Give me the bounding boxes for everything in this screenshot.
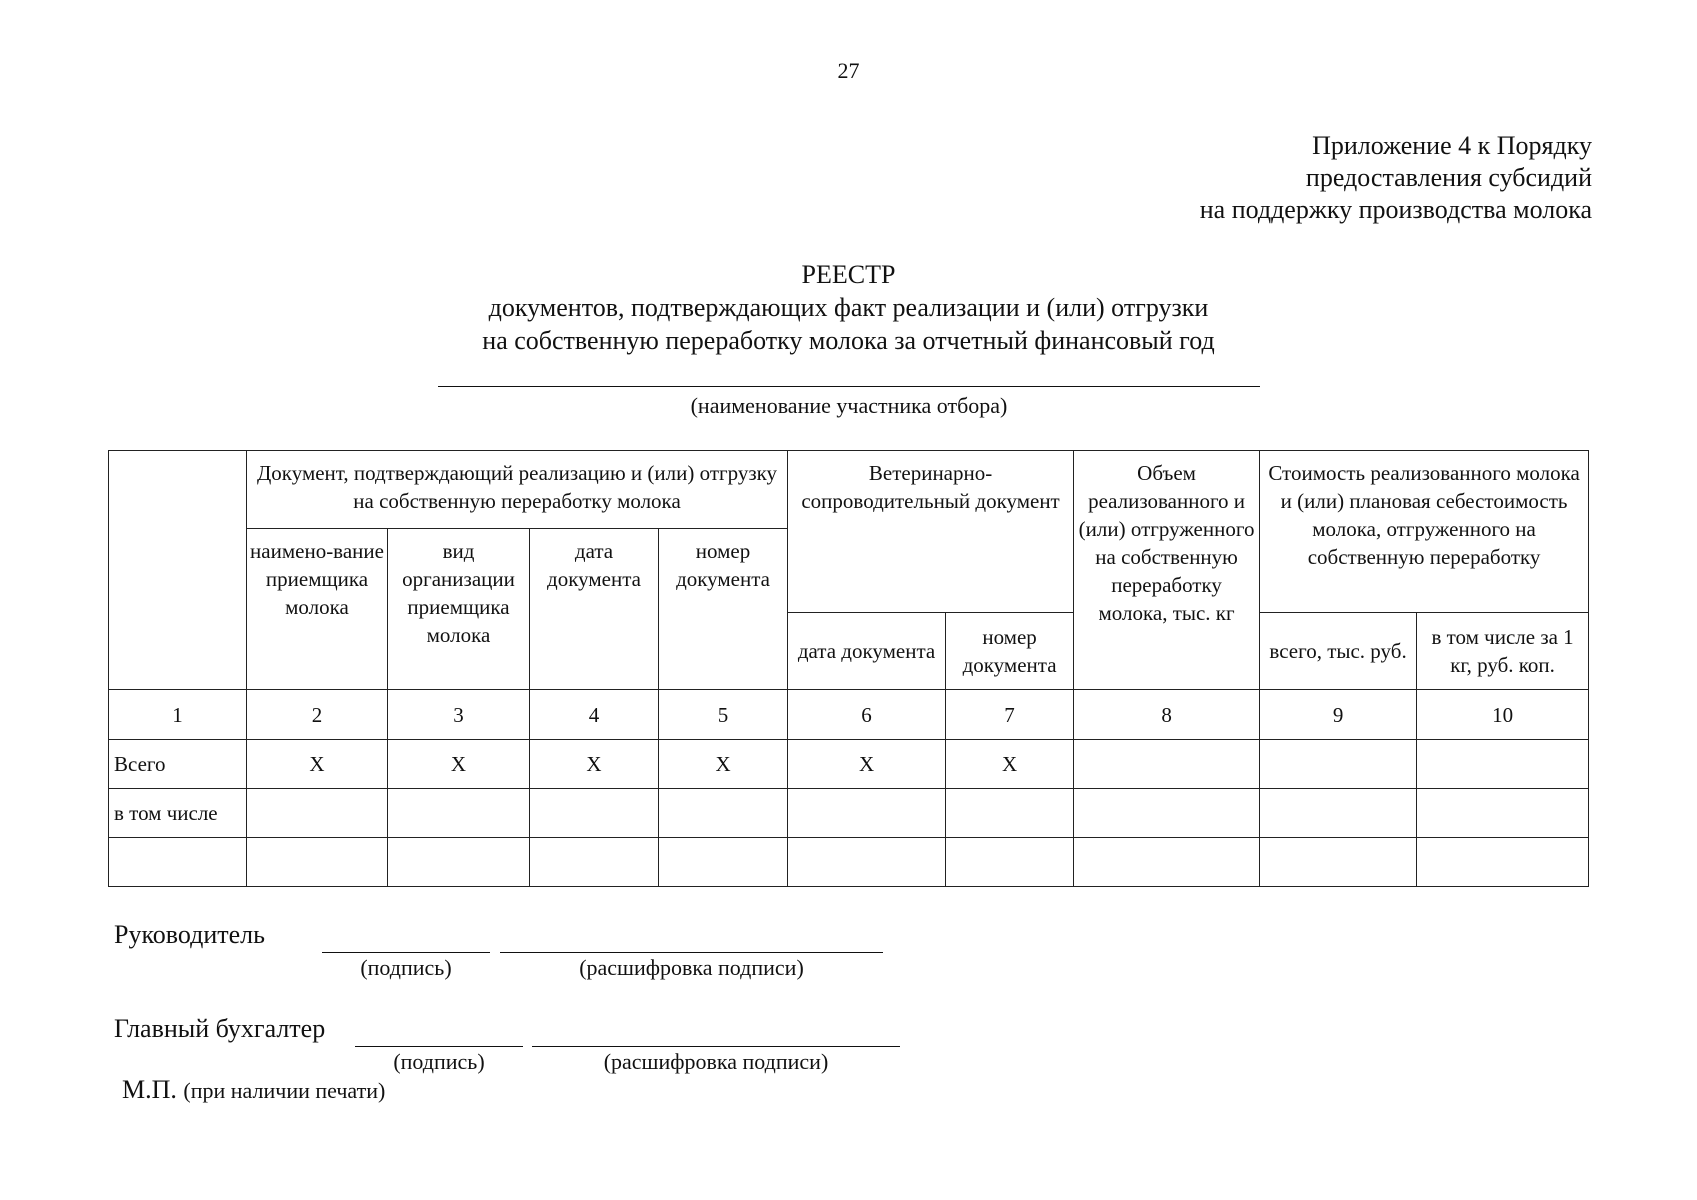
column-number: 7: [946, 690, 1074, 740]
column-number: 1: [109, 690, 247, 740]
table-cell[interactable]: [1074, 838, 1260, 887]
table-cell[interactable]: [1260, 789, 1417, 838]
header-cost-total: всего, тыс. руб.: [1260, 613, 1417, 690]
column-number-row: [109, 690, 1589, 740]
head-label: Руководитель: [114, 920, 265, 949]
accountant-decoding-caption: (расшифровка подписи): [603, 1049, 829, 1074]
table-row-including: [109, 789, 1589, 838]
head-decoding-caption: (расшифровка подписи): [579, 955, 804, 980]
table-cell[interactable]: [1417, 838, 1589, 887]
row-total-label: Всего: [109, 740, 247, 789]
table-cell[interactable]: [247, 789, 388, 838]
page-number: 27: [837, 58, 860, 83]
stamp-label: М.П.: [122, 1075, 177, 1104]
accountant-signature-line[interactable]: [355, 1046, 523, 1047]
appendix-line-1: Приложение 4 к Порядку: [1312, 131, 1592, 160]
not-applicable-mark: X: [530, 740, 659, 789]
table-cell[interactable]: [1074, 740, 1260, 789]
not-applicable-mark: X: [659, 740, 788, 789]
table-cell[interactable]: [1417, 789, 1589, 838]
accountant-decoding-line[interactable]: [532, 1046, 900, 1047]
header-cost-per-kg: в том числе за 1 кг, руб. коп.: [1417, 613, 1589, 690]
column-number: 9: [1260, 690, 1417, 740]
table-cell[interactable]: [247, 838, 388, 887]
not-applicable-mark: X: [788, 740, 946, 789]
table-cell[interactable]: [388, 838, 530, 887]
appendix-reference: [1200, 130, 1592, 226]
table-cell[interactable]: [946, 838, 1074, 887]
table-cell[interactable]: [946, 789, 1074, 838]
title-line-1: документов, подтверждающих факт реализации и (или) отгрузки: [488, 293, 1209, 322]
column-number: 3: [388, 690, 530, 740]
head-signature-caption: (подпись): [360, 955, 452, 980]
table-cell[interactable]: [1260, 740, 1417, 789]
table-row-total: [109, 740, 1589, 789]
participant-caption: (наименование участника отбора): [690, 393, 1008, 418]
column-number: 6: [788, 690, 946, 740]
header-vet-date: дата документа: [788, 613, 946, 690]
header-doc-date: дата документа: [530, 529, 659, 690]
not-applicable-mark: X: [247, 740, 388, 789]
header-vet-number: номер документа: [946, 613, 1074, 690]
head-signature-line[interactable]: [322, 952, 490, 953]
header-doc-number: номер документа: [659, 529, 788, 690]
row-including-label: в том числе: [109, 789, 247, 838]
header-document-group: Документ, подтверждающий реализацию и (или) отгрузку на собственную переработку молока: [247, 451, 788, 529]
header-org-type: вид организации приемщика молока: [388, 529, 530, 690]
column-number: 5: [659, 690, 788, 740]
title-heading: РЕЕСТР: [801, 260, 896, 289]
table-cell[interactable]: [788, 838, 946, 887]
header-cost-group: Стоимость реализованного молока и (или) плановая себестоимость молока, отгруженного на собственную переработку: [1260, 451, 1589, 613]
header-receiver-name: наимено-вание приемщика молока: [247, 529, 388, 690]
chief-accountant-label: Главный бухгалтер: [114, 1014, 326, 1043]
appendix-line-3: на поддержку производства молока: [1199, 195, 1592, 224]
column-number: 10: [1417, 690, 1589, 740]
table-cell[interactable]: [109, 838, 247, 887]
accountant-signature-caption: (подпись): [393, 1049, 485, 1074]
stamp-note: (при наличии печати): [183, 1078, 386, 1103]
header-volume: Объем реализованного и (или) отгруженного на собственную переработку молока, тыс. кг: [1074, 451, 1260, 690]
header-vet-group: Ветеринарно-сопроводительный документ: [788, 451, 1074, 613]
table-cell[interactable]: [1260, 838, 1417, 887]
title-line-2: на собственную переработку молока за отчетный финансовый год: [482, 326, 1215, 355]
table-cell[interactable]: [1417, 740, 1589, 789]
table-cell[interactable]: [388, 789, 530, 838]
not-applicable-mark: X: [388, 740, 530, 789]
table-cell[interactable]: [530, 789, 659, 838]
table-cell[interactable]: [1074, 789, 1260, 838]
table-row-blank: [109, 838, 1589, 887]
column-number: 2: [247, 690, 388, 740]
participant-name-field[interactable]: [438, 386, 1260, 387]
table-cell[interactable]: [659, 789, 788, 838]
table-cell[interactable]: [659, 838, 788, 887]
column-number: 4: [530, 690, 659, 740]
stamp-place: [122, 1075, 385, 1105]
document-title: [0, 258, 1697, 357]
appendix-line-2: предоставления субсидий: [1305, 163, 1592, 192]
head-decoding-line[interactable]: [500, 952, 883, 953]
header-blank-cell: [109, 451, 247, 690]
table-cell[interactable]: [530, 838, 659, 887]
registry-table: [108, 450, 1589, 887]
table-cell[interactable]: [788, 789, 946, 838]
column-number: 8: [1074, 690, 1260, 740]
not-applicable-mark: X: [946, 740, 1074, 789]
